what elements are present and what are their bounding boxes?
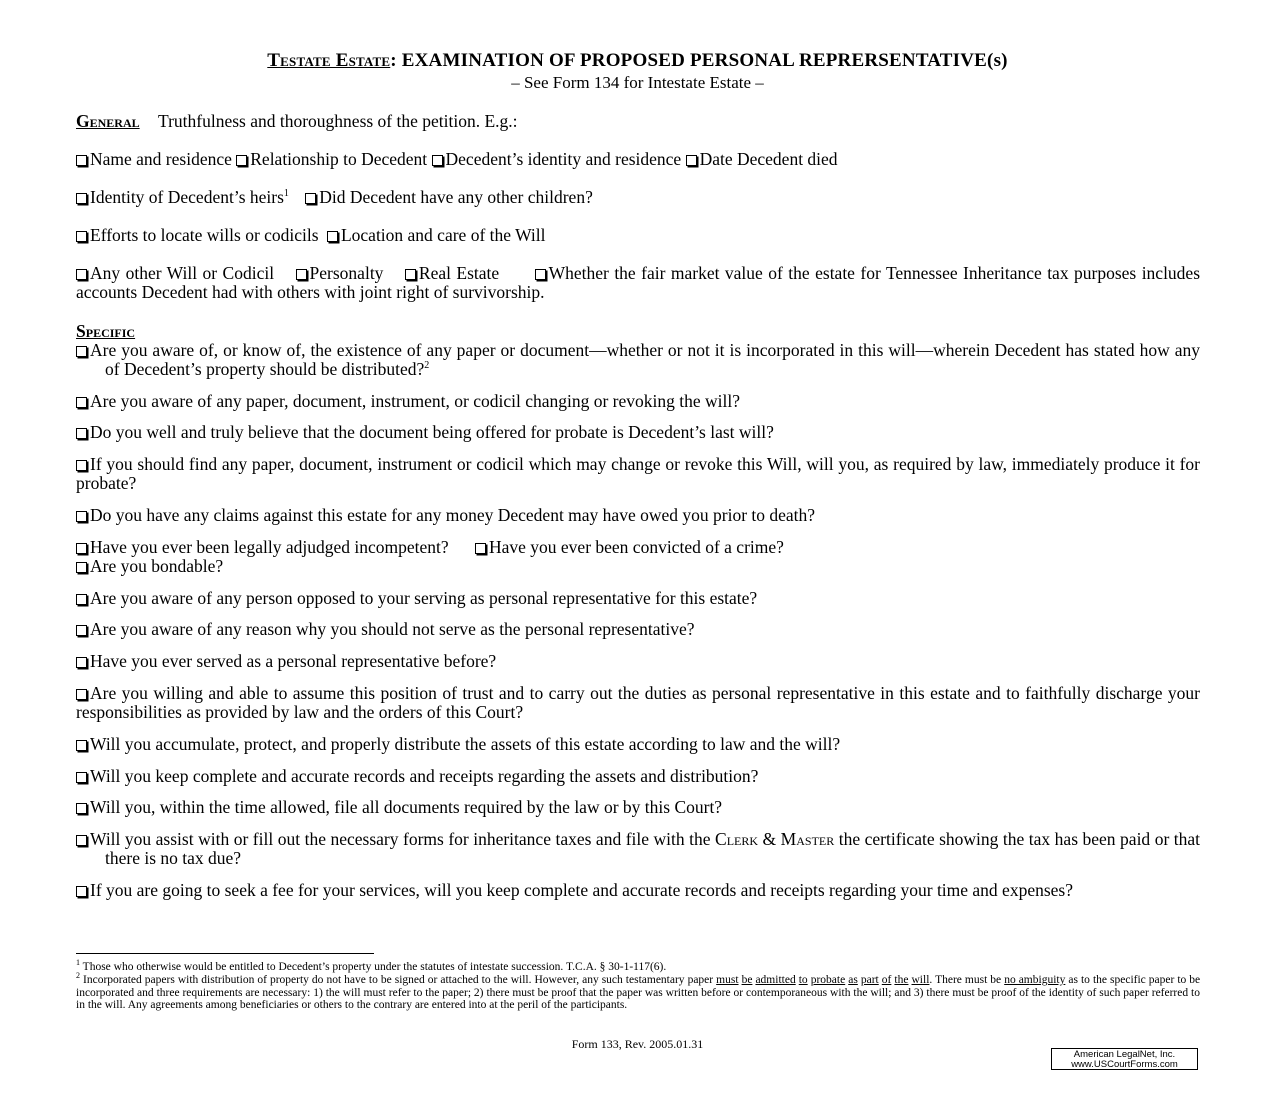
footnote-emphasis: the: [894, 974, 909, 986]
checkbox[interactable]: [76, 803, 87, 814]
question-text: If you are going to seek a fee for your services, will you keep complete and accurate records and receipts regarding your time and expenses?: [90, 880, 1073, 900]
general-row-2: [76, 188, 593, 207]
checkbox-label: Date Decedent died: [699, 149, 838, 169]
question-item: [76, 684, 1200, 722]
footnote-emphasis: admitted: [755, 974, 796, 986]
checkbox[interactable]: [76, 428, 87, 439]
clerk-and-master: Clerk & Master: [715, 829, 835, 849]
title-testate-estate: Testate Estate: [267, 50, 391, 71]
checkbox[interactable]: [432, 155, 443, 166]
checkbox[interactable]: [305, 193, 316, 204]
question-item: [76, 589, 1200, 608]
question-item: [76, 798, 1200, 817]
general-intro: Truthfulness and thoroughness of the petition. E.g.:: [158, 111, 518, 131]
checkbox[interactable]: [76, 231, 87, 242]
footnote-emphasis: no ambiguity: [1004, 974, 1066, 986]
footnote-emphasis: probate: [810, 974, 846, 986]
checkbox[interactable]: [76, 594, 87, 605]
checkbox-label: Did Decedent have any other children?: [319, 187, 593, 207]
form-number: Form 133, Rev. 2005.01.31: [571, 1037, 704, 1051]
checkbox[interactable]: [296, 269, 307, 280]
question-text: Have you ever been legally adjudged incompetent?: [90, 537, 449, 557]
question-text: the certificate showing the tax has been paid or that there is no tax due?: [105, 829, 1201, 868]
question-text: Are you willing and able to assume this position of trust and to carry out the duties as personal representative in this estate and to faithfully discharge your responsibilities as provided by law and the orders of this Court?: [76, 683, 1200, 722]
checkbox-label: Real Estate: [418, 263, 500, 283]
question-text: Will you assist with or fill out the necessary forms for inheritance taxes and file with the: [90, 829, 711, 849]
general-heading: General: [76, 111, 140, 131]
question-item: [76, 455, 1200, 493]
footnote-divider: [76, 953, 374, 954]
question-text: Will you, within the time allowed, file all documents required by the law or by this Court?: [90, 797, 723, 817]
question-text: Do you well and truly believe that the document being offered for probate is Decedent’s last will?: [90, 422, 774, 442]
general-row-1: [76, 150, 838, 169]
footnote-text: Incorporated papers with distribution of property do not have to be signed or attached to the will. However, any such testamentary paper: [83, 974, 714, 986]
footnote-number: 1: [76, 958, 80, 968]
footnote-text: Those who otherwise would be entitled to Decedent’s property under the statutes of intestate succession. T.C.A. § 30-1-117(6).: [82, 961, 667, 973]
checkbox[interactable]: [327, 231, 338, 242]
checkbox[interactable]: [76, 886, 87, 897]
question-text: Will you accumulate, protect, and properly distribute the assets of this estate according to law and the will?: [90, 734, 841, 754]
publisher-name: American LegalNet, Inc.: [1073, 1049, 1176, 1060]
question-text: Are you aware of, or know of, the existence of any paper or document—whether or not it is incorporated in this will—wherein Decedent has stated how any of Decedent’s property should be distributed?: [90, 340, 1200, 379]
footnote-emphasis: to: [798, 974, 808, 986]
question-item: [76, 881, 1200, 900]
footnote-number: 2: [76, 971, 80, 981]
general-row-4: [76, 264, 1200, 302]
checkbox[interactable]: [76, 397, 87, 408]
question-text: Will you keep complete and accurate records and receipts regarding the assets and distribution?: [90, 766, 759, 786]
question-item: [76, 506, 1200, 525]
question-text: Have you ever served as a personal representative before?: [90, 651, 497, 671]
footnote-emphasis: part: [860, 974, 879, 986]
publisher-stamp: [1051, 1048, 1198, 1070]
question-item: [76, 652, 1200, 671]
footnote-emphasis: must: [716, 974, 739, 986]
checkbox[interactable]: [76, 193, 87, 204]
publisher-url[interactable]: www.USCourtForms.com: [1071, 1059, 1178, 1070]
footnote-emphasis: of: [881, 974, 892, 986]
question-item: [76, 392, 1200, 411]
footnote-1: [76, 958, 1200, 974]
general-section-header: [76, 112, 518, 131]
checkbox-label: Identity of Decedent’s heirs: [90, 187, 284, 207]
question-text: Are you aware of any reason why you should not serve as the personal representative?: [90, 619, 695, 639]
checkbox[interactable]: [236, 155, 247, 166]
checkbox[interactable]: [76, 269, 87, 280]
checkbox-label: Location and care of the Will: [340, 225, 546, 245]
question-item: [76, 423, 1200, 442]
question-text: Do you have any claims against this estate for any money Decedent may have owed you prior to death?: [90, 505, 816, 525]
footnote-emphasis: as: [848, 974, 858, 986]
question-text: Are you aware of any paper, document, instrument, or codicil changing or revoking the will?: [90, 391, 740, 411]
checkbox[interactable]: [76, 346, 87, 357]
question-item: [76, 557, 223, 576]
checkbox[interactable]: [76, 460, 87, 471]
question-text: Are you aware of any person opposed to your serving as personal representative for this estate?: [90, 588, 758, 608]
checkbox[interactable]: [405, 269, 416, 280]
footnote-2: [76, 971, 1201, 1012]
checkbox[interactable]: [76, 562, 87, 573]
checkbox-label: Efforts to locate wills or codicils: [90, 225, 319, 245]
question-item: [76, 767, 1200, 786]
question-item: [76, 620, 1200, 639]
question-item: [76, 538, 784, 557]
checkbox-label: Whether the fair market value of the estate for Tennessee Inheritance tax purposes includes accounts Decedent had with others with joint right of survivorship.: [76, 263, 1201, 302]
checkbox[interactable]: [76, 511, 87, 522]
footnote-text: as to the specific paper to be incorporated and three requirements are necessary: 1) the will must refer to the paper; 2) there must be proof that the paper was written before or contemporaneous with the will; and 3) there must be proof of the identity of such paper referred to in the will. Any agreements among beneficiaries or others to the contrary are entered into at the peril of the participants.: [76, 974, 1201, 1011]
checkbox[interactable]: [76, 740, 87, 751]
checkbox[interactable]: [76, 772, 87, 783]
checkbox[interactable]: [76, 689, 87, 700]
question-text: If you should find any paper, document, instrument or codicil which may change or revoke this Will, will you, as required by law, immediately produce it for probate?: [76, 454, 1200, 493]
checkbox[interactable]: [475, 543, 486, 554]
checkbox[interactable]: [76, 155, 87, 166]
checkbox-label: Any other Will or Codicil: [90, 263, 275, 283]
question-item: [76, 830, 1200, 868]
checkbox[interactable]: [686, 155, 697, 166]
question-item: [76, 735, 1200, 754]
footnote-emphasis: be: [741, 974, 753, 986]
checkbox[interactable]: [76, 543, 87, 554]
checkbox-label: Relationship to Decedent: [250, 149, 428, 169]
specific-section-header: [76, 322, 135, 341]
page-subtitle: – See Form 134 for Intestate Estate –: [511, 73, 764, 92]
question-text: Are you bondable?: [90, 556, 224, 576]
checkbox[interactable]: [76, 625, 87, 636]
specific-heading: Specific: [76, 321, 136, 341]
checkbox-label: Name and residence: [90, 149, 232, 169]
footnote-ref: 1: [283, 188, 289, 200]
footnote-ref: 2: [424, 360, 430, 372]
page-title: [0, 50, 1275, 72]
general-row-3: [76, 226, 545, 245]
checkbox[interactable]: [76, 657, 87, 668]
title-rest: : EXAMINATION OF PROPOSED PERSONAL REPRERSENTATIVE(s): [390, 50, 1008, 71]
footnote-emphasis: will: [911, 974, 930, 986]
checkbox-label: Decedent’s identity and residence: [445, 149, 682, 169]
question-text: Have you ever been convicted of a crime?: [488, 537, 784, 557]
checkbox[interactable]: [535, 269, 546, 280]
footnote-text: . There must be: [929, 974, 1002, 986]
checkbox[interactable]: [76, 835, 87, 846]
checkbox-label: Personalty: [309, 263, 384, 283]
question-item: [76, 341, 1200, 379]
